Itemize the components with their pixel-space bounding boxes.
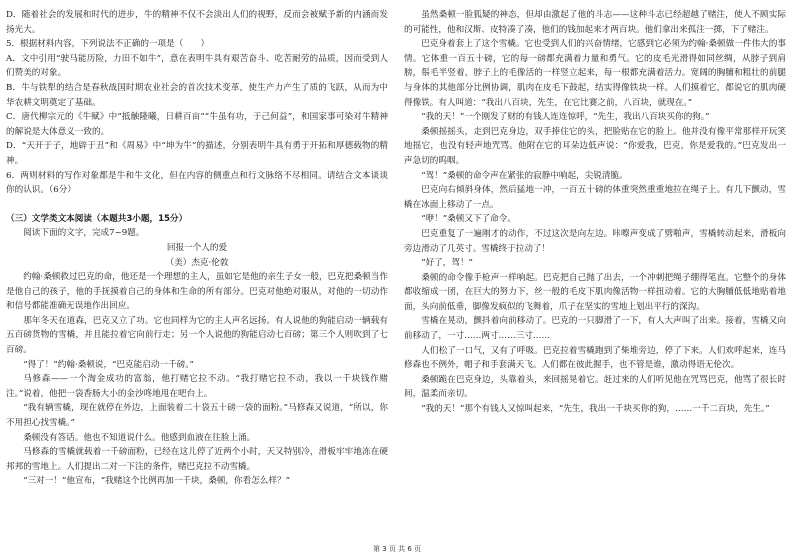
option-c-q5: C．唐代柳宗元的《牛赋》中“抵触隆曦，日耕百亩”“牛虽有功，于己何益”，和国家事可染对牛精神的解说是大体意义一致的。 [6, 112, 388, 137]
story-paragraph: 桑顿的命令像手枪声一样响起。巴克把自己抛了出去，一个冲刺把绳子绷得笔直。它整个的身体都收缩成一团，在巨大的努力下，丝一般的毛皮下肌肉像活物一样扭动着。它的大胸脯低低地贴着地面，头向前低垂，脚像发疯似的飞舞着，爪子在坚实的雪地上划出平行的深沟。 [404, 272, 786, 312]
story-paragraph: 巴克身着套上了这个雪橇。它也受到人们的兴奋情绪，它感到它必须为约翰·桑顿做一件伟大的事情。它体重一百五十磅，它的每一磅都充满着力量和勇气。它的皮毛光滑得如同丝绸，从脖子到肩膀，鬃毛半竖着，脖子上的毛像活的一样竖立起来，每一根都充满着活力。宽阔的胸脯和粗壮的前腿与身体的其他部分比例协调，肌肉在皮毛下鼓起，结实得像铁块一样。人们摸着它，都说它的肌肉硬得像铁。有人叫道：“我出八百块，先生，在它比赛之前，八百块，就现在。” [404, 39, 786, 108]
story-paragraph: “驾！”桑顿的命令声在紧张的寂静中响起，尖锐清脆。 [421, 170, 628, 181]
section-title: （三）文学类文本阅读（本题共3小题，15分） [6, 213, 188, 224]
option-a-q5: A．文中引用“驶马能历险，力田不如牛”，意在表明牛具有艰苦奋斗、吃苦耐劳的品质，因而受到人们赞美的对象。 [6, 53, 388, 79]
story-paragraph: “三对一！”他宣布，“我赌这个比例再加一千块，桑顿，你看怎么样？” [23, 476, 290, 487]
story-paragraph: “我有辆雪橇，现在就停在外边，上面装着二十袋五十磅一袋的面粉。”马修森又说道，“所以，你不用担心找雪橇。” [6, 403, 388, 429]
left-column [6, 8, 388, 489]
story-paragraph: 那年冬天在道森，巴克又立了功。它也同样为它的主人声名远扬。有人说他的狗能启动一辆载有五百磅货物的雪橇，并且能拉着它向前行走；另一个人说他的狗能启动七百磅；第三个人则吹到了七百磅。 [6, 315, 388, 356]
story-paragraph: 马修森——一个淘金成功的富翁，他打赌它拉不动。“我打赌它拉不动，我以一千块钱作赌注。”说着，他把一袋香肠大小的金沙咚地甩在吧台上。 [6, 374, 388, 399]
question-6: 6．两则材料的写作对象都是牛和牛文化，但在内容的侧重点和行文脉络不尽相同。请结合文本谈谈你的认识。（6分） [6, 170, 388, 196]
story-title: 回报一个人的爱 [166, 242, 228, 253]
story-paragraph: 雪橇在晃动，颤抖着向前移动了。巴克的一只脚滑了一下，有人大声叫了出来。接着，雪橇又向前移动了，一寸……两寸……三寸…… [404, 316, 786, 342]
story-paragraph: 巴克向右倾斜身体，然后猛地一冲，一百五十磅的体重突然重重地拉在绳子上。有几下颤动，雪橇在冰面上移动了一点。 [404, 185, 786, 210]
story-paragraph: 桑顿跪在巴克身边，头靠着头，来回摇晃着它。赶过来的人们听见他在咒骂巴克，他骂了很长时间，温柔而亲切。 [404, 374, 786, 400]
section-instruction: 阅读下面的文字，完成7~9题。 [23, 228, 145, 239]
story-paragraph: “好了，驾！” [421, 258, 473, 269]
story-paragraph: “得了！”约翰·桑顿说，“巴克能启动一千磅。” [23, 359, 194, 370]
story-paragraph: 巴克重复了一遍刚才的动作，不过这次是向左边。咔嚓声变成了劈啪声，雪橇转动起来，滑板向旁边滑动了几英寸。雪橇终于拉动了！ [404, 228, 786, 254]
option-d-q5: D．“天开于子，地辟于丑”和《周易》中“坤为牛”的描述，分别表明牛具有勇于开拓和厚德载物的精神。 [6, 141, 388, 166]
story-paragraph: 桑顿没有答话。他也不知道说什么。他感到血液在往脸上涌。 [23, 432, 256, 443]
story-paragraph: “咿！”桑顿又下了命令。 [421, 214, 516, 225]
story-paragraph: 约翰·桑顿救过巴克的命，他还是一个理想的主人，虽如它是他的亲生子女一般，巴克把桑顿当作是他自己的孩子，他的手抚摸着自己的身体和生命的所有部分。巴克对他绝对服从，对他的一切动作和信号都能准确无误地作出回应。 [6, 272, 388, 312]
story-paragraph: 虽然桑顿一脸狐疑的神态，但却由激起了他的斗志——这种斗志已经超越了赌注，使人不顾实际的可能性，他和汉斯、皮特凑了凑，他们的钱加起来才两百块。他们拿出来孤注一掷，下了赌注。 [404, 10, 786, 35]
story-paragraph: 人们松了一口气，又有了呼吸。巴克拉着雪橇跑到了柴堆旁边，停了下来。人们欢呼起来，连马修森也不例外，帽子和手套满天飞。人们都在彼此握手，也不管是谁，激动得语无伦次。 [404, 345, 786, 371]
story-paragraph: 桑顿摇摇头，走到巴克身边，双手捧住它的头，把脸贴在它的脸上。他并没有像平常那样开玩笑地摇它，也没有轻声地咒骂。他附在它的耳朵边低声说：“你爱我，巴克，你是爱我的。”巴克发出一声急切的呜咽。 [404, 126, 786, 166]
right-column [404, 8, 786, 417]
story-paragraph: 马修森的雪橇就载着一千磅面粉，已经在这儿停了近两个小时，天又特别冷，滑板牢牢地冻在硬邦邦的雪地上。人们提出二对一下注的条件，赌巴克拉不动雪橇。 [6, 447, 388, 472]
story-author: （美）杰克·伦敦 [165, 257, 229, 268]
story-paragraph: “我的天！”那个有钱人又惊叫起来，“先生，我出一千块买你的狗，……一千二百块，先生。” [421, 404, 770, 415]
option-d-q4: D．随着社会的发展和时代的进步，牛的精神不仅不会淡出人们的视野，反而会被赋予新的内涵而发扬光大。 [6, 10, 388, 35]
question-5: 5．根据材料内容，下列说法不正确的一项是（ ） [6, 39, 210, 50]
story-paragraph: “我的天！”一个刚发了财的有钱人连连惊呼，“先生，我出八百块买你的狗。” [421, 112, 710, 123]
section-gap [6, 198, 388, 212]
option-b-q5: B．牛与铁犁的结合是春秋战国时期农业社会的首次技术变革，使生产力产生了质的飞跃，从而为中华农耕文明奠定了基础。 [6, 82, 388, 108]
page-footer: 第 3 页 共 6 页 [372, 545, 422, 553]
